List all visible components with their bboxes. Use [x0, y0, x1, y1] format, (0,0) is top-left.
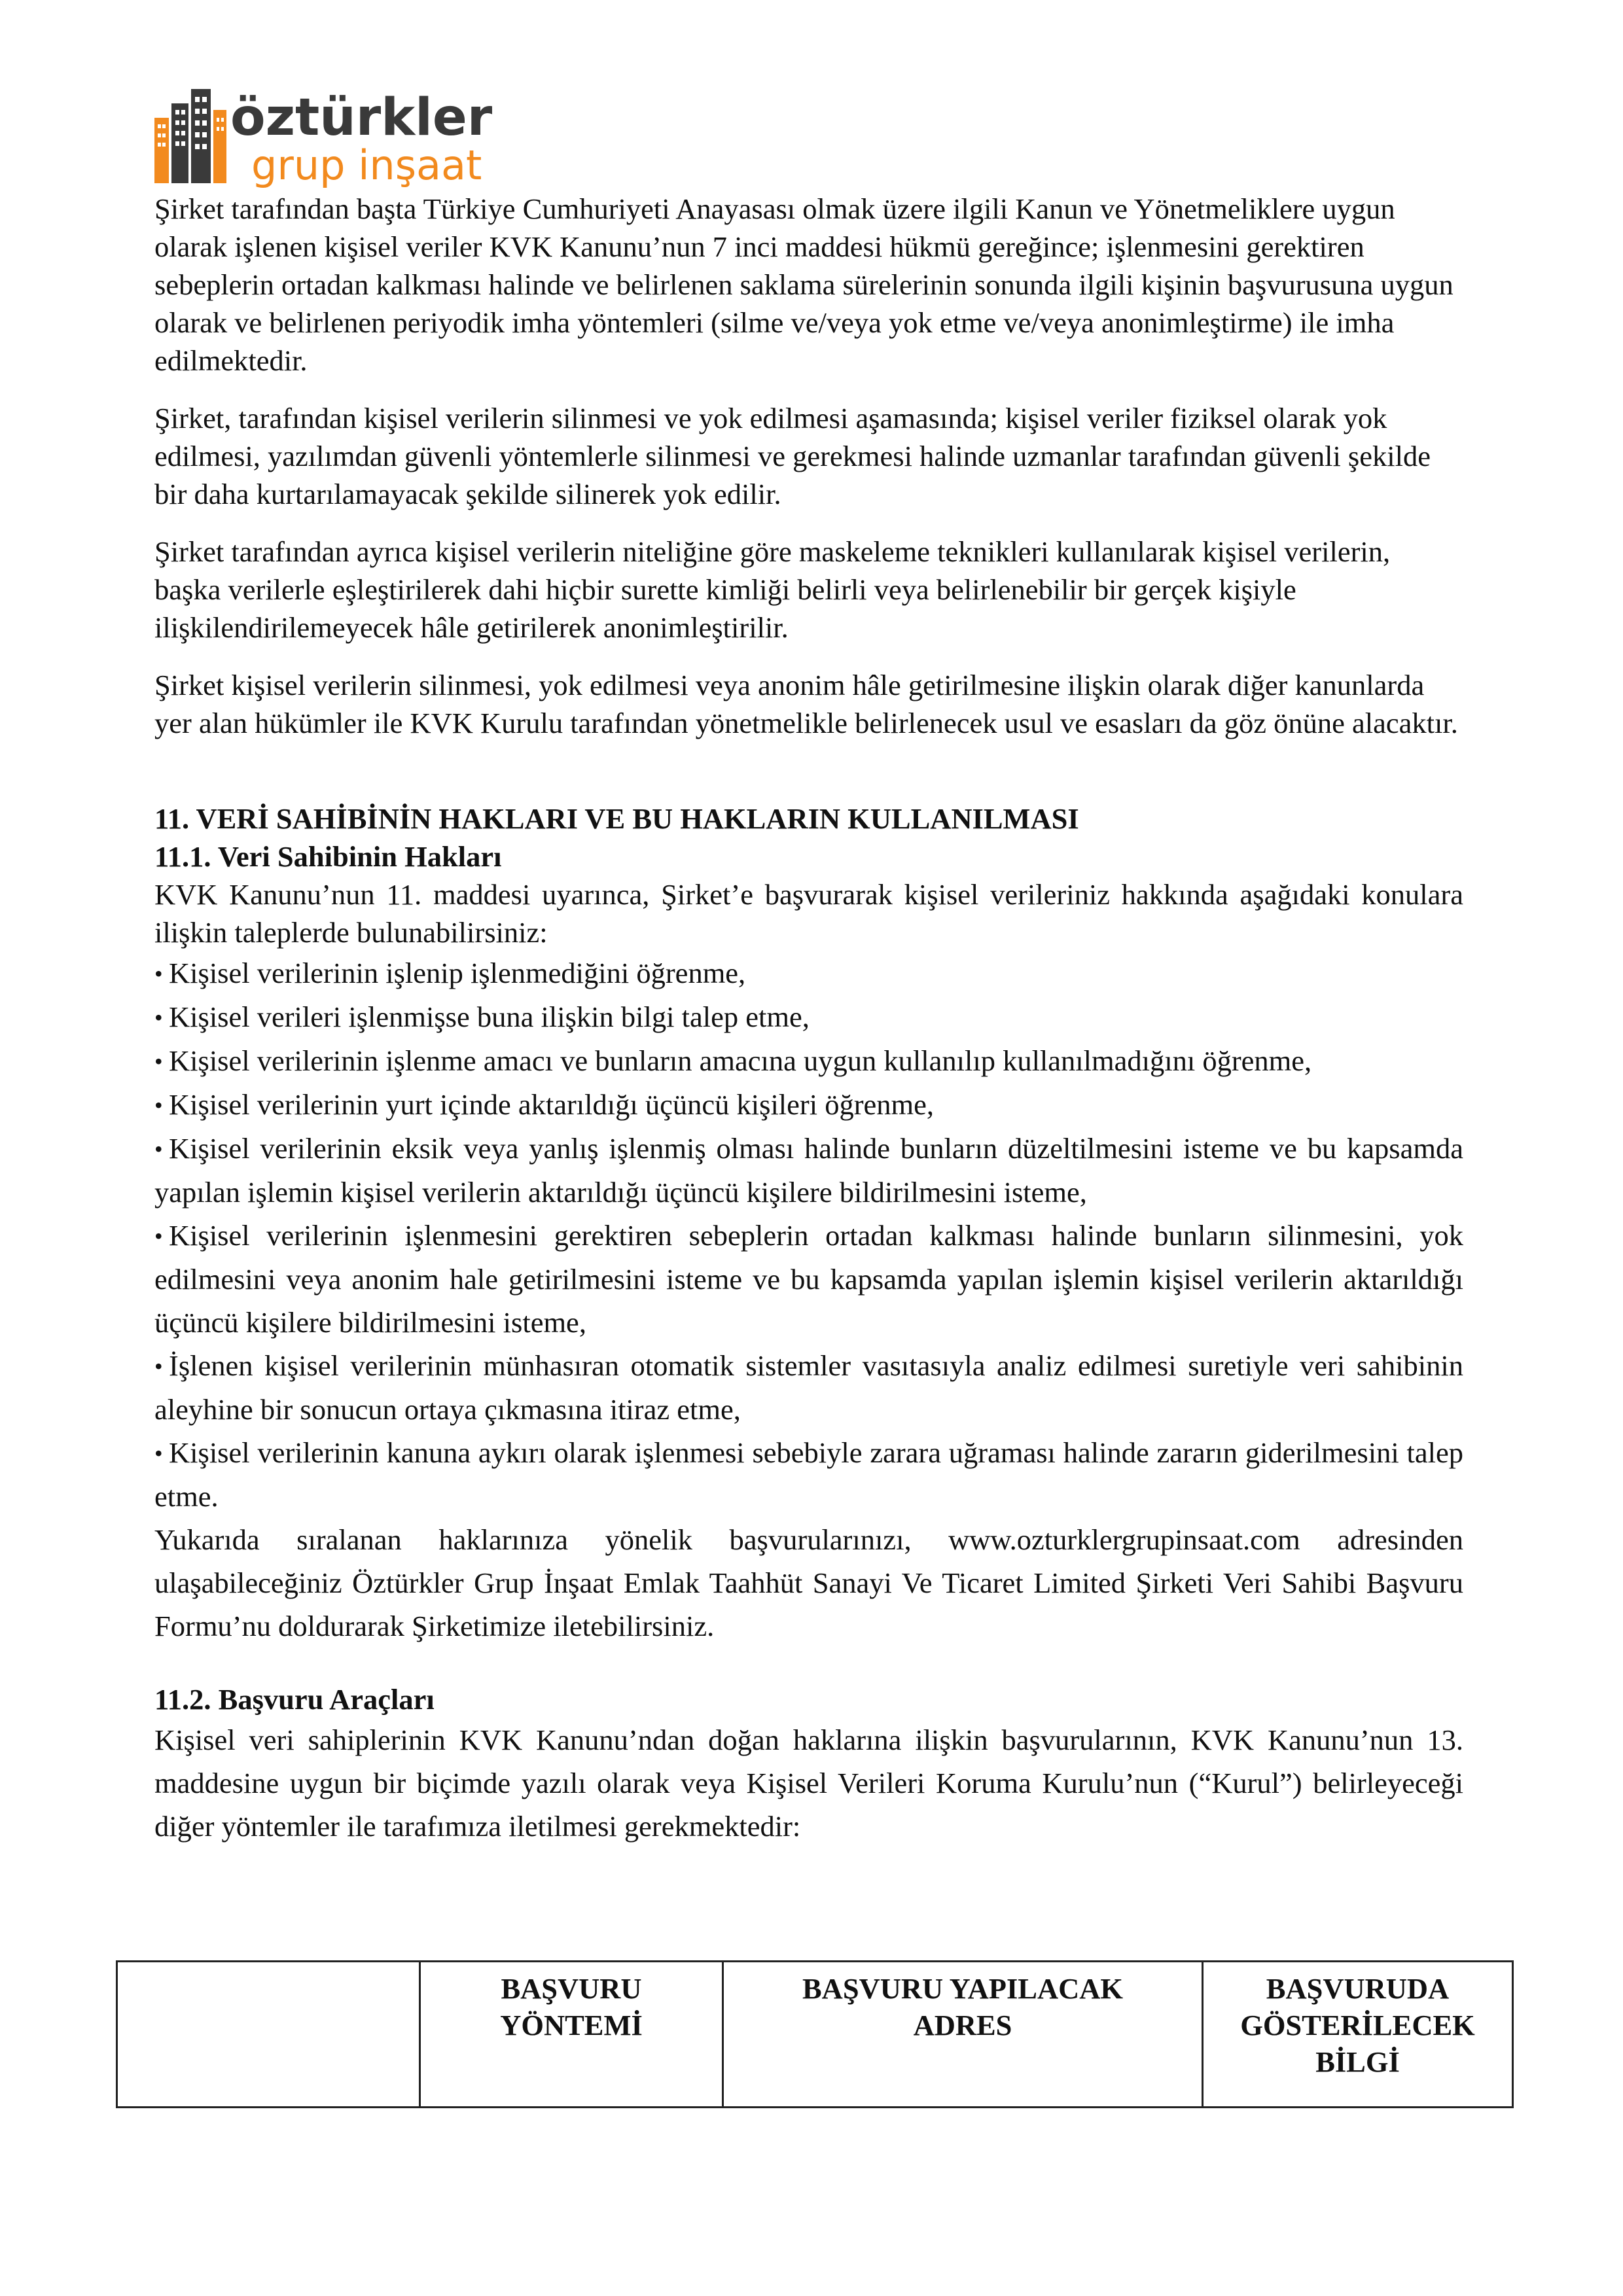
paragraph-deletion: Şirket, tarafından kişisel verilerin silinmesi ve yok edilmesi aşamasında; kişisel veriler fiziksel olarak yok edilmesi, yazılımdan güvenli yöntemlerle silinmesi ve gerekmesi halinde uzmanlar tarafından güvenli şekilde bir daha kurtarılamayacak şekilde silinerek yok edilir.	[154, 402, 1431, 510]
table-header-address: BAŞVURU YAPILACAK ADRES	[723, 1962, 1203, 2108]
table-header-row	[117, 1962, 1513, 2108]
list-item: • Kişisel verilerinin işlenme amacı ve bunların amacına uygun kullanılıp kullanılmadığını öğrenme,	[154, 1039, 1463, 1083]
list-item: • Kişisel verilerinin eksik veya yanlış işlenmiş olması halinde bunların düzeltilmesini isteme ve bu kapsamda yapılan işlemin kişisel verilerin aktarıldığı üçüncü kişilere bildirilmesini isteme,	[154, 1127, 1463, 1214]
table-header-empty	[117, 1962, 420, 2108]
rights-list	[154, 951, 1463, 1518]
list-item: • Kişisel verilerinin yurt içinde aktarıldığı üçüncü kişileri öğrenme,	[154, 1083, 1463, 1127]
list-item: • Kişisel verilerinin işlenip işlenmediğini öğrenme,	[154, 951, 1463, 995]
building-icon	[154, 89, 226, 183]
list-item: • Kişisel verilerinin kanuna aykırı olarak işlenmesi sebebiyle zarara uğraması halinde zararın giderilmesini talep etme.	[154, 1431, 1463, 1518]
logo-text-primary: öztürkler	[230, 88, 493, 147]
list-item: • İşlenen kişisel verilerinin münhasıran otomatik sistemler vasıtasıyla analiz edilmesi suretiyle veri sahibinin aleyhine bir sonucun ortaya çıkmasına itiraz etme,	[154, 1344, 1463, 1431]
section-11-1-heading: 11.1. Veri Sahibinin Hakları	[154, 840, 502, 873]
table-header-method: BAŞVURU YÖNTEMİ	[420, 1962, 723, 2108]
list-item: • Kişisel verilerinin işlenmesini gerektiren sebeplerin ortadan kalkması halinde bunların silinmesini, yok edilmesini veya anonim hale getirilmesini isteme ve bu kapsamda yapılan işlemin kişisel verilerin aktarıldığı üçüncü kişilere bildirilmesini isteme,	[154, 1214, 1463, 1344]
list-item: • Kişisel verileri işlenmişse buna ilişkin bilgi talep etme,	[154, 995, 1463, 1039]
paragraph-anonymization: Şirket tarafından ayrıca kişisel verilerin niteliğine göre maskeleme teknikleri kullanılarak kişisel verilerin, başka verilerle eşleştirilerek dahi hiçbir surette kimliği belirli veya belirlenebilir bir gerçek kişiyle ilişkilendirilemeyecek hâle getirilerek anonimleştirilir.	[154, 535, 1391, 644]
application-methods-table	[116, 1960, 1514, 2108]
paragraph-other-laws: Şirket kişisel verilerin silinmesi, yok edilmesi veya anonim hâle getirilmesine ilişkin olarak diğer kanunlarda yer alan hükümler ile KVK Kurulu tarafından yönetmelikle belirlenecek usul ve esasları da göz önüne alacaktır.	[154, 669, 1458, 739]
bullet-icon: •	[154, 1092, 163, 1118]
bullet-icon: •	[154, 1136, 163, 1162]
logo-text-secondary: grup inşaat	[251, 141, 482, 189]
table-header-info: BAŞVURUDA GÖSTERİLECEK BİLGİ	[1203, 1962, 1513, 2108]
bullet-icon: •	[154, 1223, 163, 1249]
bullet-icon: •	[154, 961, 163, 987]
document-body	[154, 190, 1463, 1848]
bullet-icon: •	[154, 1004, 163, 1031]
bullet-icon: •	[154, 1440, 163, 1466]
section-11-2-heading: 11.2. Başvuru Araçları	[154, 1683, 435, 1716]
application-closing: Yukarıda sıralanan haklarınıza yönelik başvurularınızı, www.ozturklergrupinsaat.com adresinden ulaşabileceğiniz Öztürkler Grup İnşaat Emlak Taahhüt Sanayi Ve Ticaret Limited Şirketi Veri Sahibi Başvuru Formu’nu doldurarak Şirketimize iletebilirsiniz.	[154, 1523, 1463, 1642]
rights-intro: KVK Kanunu’nun 11. maddesi uyarınca, Şirket’e başvurarak kişisel verileriniz hakkında aşağıdaki konulara ilişkin taleplerde bulunabilirsiniz:	[154, 878, 1463, 949]
paragraph-destruction: Şirket tarafından başta Türkiye Cumhuriyeti Anayasası olmak üzere ilgili Kanun ve Yönetmeliklere uygun olarak işlenen kişisel veriler KVK Kanunu’nun 7 inci maddesi hükmü gereğince; işlenmesini gerektiren sebeplerin ortadan kalkması halinde ve belirlenen saklama sürelerinin sonunda ilgili kişinin başvurusuna uygun olarak ve belirlenen periyodik imha yöntemleri (silme ve/veya yok etme ve/veya anonimleştirme) ile imha edilmektedir.	[154, 192, 1454, 377]
section-11-heading: 11. VERİ SAHİBİNİN HAKLARI VE BU HAKLARIN KULLANILMASI	[154, 802, 1079, 835]
bullet-icon: •	[154, 1353, 163, 1379]
bullet-icon: •	[154, 1048, 163, 1074]
application-tools-text: Kişisel veri sahiplerinin KVK Kanunu’ndan doğan haklarına ilişkin başvurularının, KVK Kanunu’nun 13. maddesine uygun bir biçimde yazılı olarak veya Kişisel Verileri Koruma Kurulu’nun (“Kurul”) belirleyeceği diğer yöntemler ile tarafımıza iletilmesi gerekmektedir:	[154, 1723, 1463, 1843]
company-logo	[152, 84, 531, 195]
